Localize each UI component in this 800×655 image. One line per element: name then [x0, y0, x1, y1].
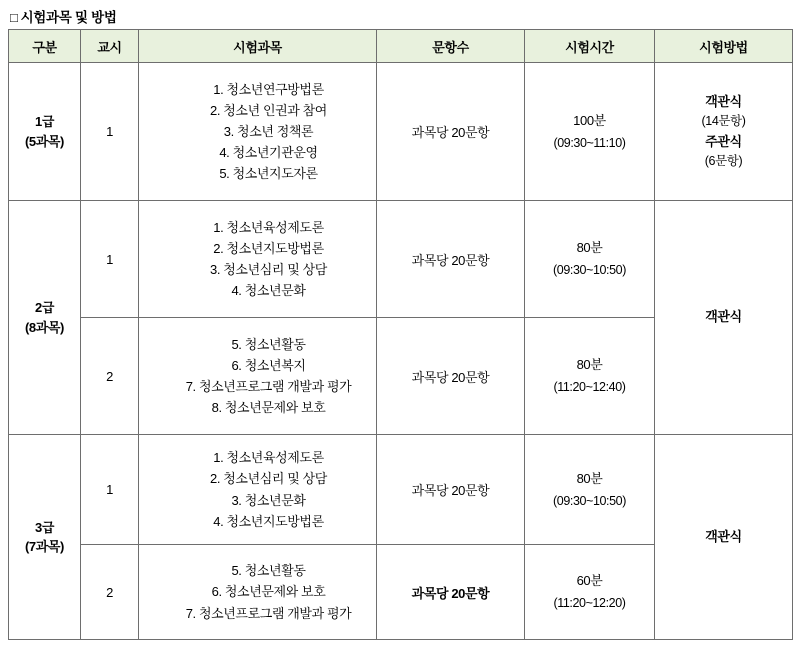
- subject-item: 7. 청소년프로그램 개발과 평가: [185, 379, 352, 394]
- grade-subject-count: (8과목): [24, 319, 64, 335]
- period-cell: 2: [81, 318, 139, 435]
- table-row: [9, 201, 793, 318]
- grade-subject-count: (7과목): [24, 539, 64, 554]
- subject-item: 5. 청소년활동: [231, 336, 306, 352]
- column-header-gubun: 구분: [9, 30, 81, 63]
- exam-time-range: (11:20~12:40): [553, 380, 626, 395]
- exam-method-cell: [655, 63, 793, 201]
- exam-duration: 80분: [576, 357, 603, 373]
- subject-item: 3. 청소년심리 및 상담: [210, 262, 327, 277]
- period-cell: 1: [81, 435, 139, 545]
- exam-duration: 80분: [576, 240, 603, 256]
- grade-subject-count: (5과목): [24, 133, 64, 149]
- grade-cell-level1: [9, 63, 81, 201]
- page-title-text: 시험과목 및 방법: [20, 10, 117, 25]
- subject-list-cell: [139, 318, 377, 435]
- title-marker-icon: □: [10, 10, 18, 25]
- exam-time-range: (09:30~11:10): [553, 135, 626, 150]
- exam-time-range: (09:30~10:50): [553, 263, 626, 278]
- grade-label: 1급: [35, 114, 54, 129]
- subject-item: 1. 청소년육성제도론: [213, 219, 324, 235]
- exam-time-cell: [525, 201, 655, 318]
- exam-subjects-table: [8, 29, 793, 640]
- method-subjective: 주관식: [705, 133, 742, 149]
- exam-duration: 100분: [573, 112, 606, 128]
- grade-cell-level2: [9, 201, 81, 435]
- exam-time-range: (09:30~10:50): [553, 493, 626, 508]
- period-cell: 2: [81, 545, 139, 640]
- table-row: [9, 63, 793, 201]
- subject-list-cell: [139, 63, 377, 201]
- subject-item: 5. 청소년지도자론: [219, 166, 318, 182]
- subject-item: 2. 청소년지도방법론: [213, 240, 324, 256]
- subject-item: 4. 청소년문화: [231, 283, 306, 299]
- method-objective: 객관식: [705, 528, 742, 544]
- subject-list-cell: [139, 201, 377, 318]
- subject-item: 4. 청소년지도방법론: [213, 513, 324, 529]
- exam-time-cell: [525, 63, 655, 201]
- exam-duration: 80분: [576, 470, 603, 486]
- subject-item: 1. 청소년육성제도론: [213, 450, 324, 466]
- subject-item: 3. 청소년 정책론: [223, 123, 314, 139]
- subject-item: 2. 청소년심리 및 상담: [210, 471, 327, 487]
- grade-cell-level3: [9, 435, 81, 640]
- question-count-cell: 과목당 20문항: [377, 63, 525, 201]
- subject-item: 4. 청소년기관운영: [219, 145, 318, 161]
- column-header-count: 문항수: [377, 30, 525, 63]
- subject-item: 2. 청소년 인권과 참여: [210, 102, 327, 118]
- subject-item: 1. 청소년연구방법론: [213, 81, 324, 97]
- table-row: [9, 435, 793, 545]
- period-cell: 1: [81, 63, 139, 201]
- exam-method-cell: [655, 201, 793, 435]
- exam-time-cell: [525, 318, 655, 435]
- table-header-row: [9, 30, 793, 63]
- subject-item: 7. 청소년프로그램 개발과 평가: [185, 605, 352, 621]
- exam-duration: 60분: [576, 573, 603, 589]
- subject-item: 3. 청소년문화: [231, 492, 306, 508]
- subject-item: 5. 청소년활동: [231, 563, 306, 579]
- exam-time-cell: [525, 545, 655, 640]
- method-objective: 객관식: [705, 93, 742, 109]
- grade-label: 2급: [35, 300, 54, 315]
- question-count-cell: 과목당 20문항: [377, 435, 525, 545]
- column-header-time: 시험시간: [525, 30, 655, 63]
- question-count-cell: 과목당 20문항: [377, 318, 525, 435]
- subject-list-cell: [139, 435, 377, 545]
- subject-item: 6. 청소년복지: [231, 357, 306, 373]
- subject-item: 6. 청소년문제와 보호: [211, 584, 326, 600]
- question-count-cell: 과목당 20문항: [377, 201, 525, 318]
- period-cell: 1: [81, 201, 139, 318]
- exam-method-cell: [655, 435, 793, 640]
- column-header-method: 시험방법: [655, 30, 793, 63]
- column-header-gyosi: 교시: [81, 30, 139, 63]
- page-title: [8, 4, 792, 29]
- grade-label: 3급: [35, 519, 54, 535]
- question-count-cell: 과목당 20문항: [377, 545, 525, 640]
- subject-list-cell: [139, 545, 377, 640]
- exam-time-cell: [525, 435, 655, 545]
- method-objective: 객관식: [705, 309, 742, 325]
- subject-item: 8. 청소년문제와 보호: [211, 400, 326, 416]
- method-objective-count: (14문항): [701, 114, 746, 129]
- method-subjective-count: (6문항): [704, 153, 743, 168]
- column-header-subject: 시험과목: [139, 30, 377, 63]
- exam-time-range: (11:20~12:20): [553, 596, 626, 611]
